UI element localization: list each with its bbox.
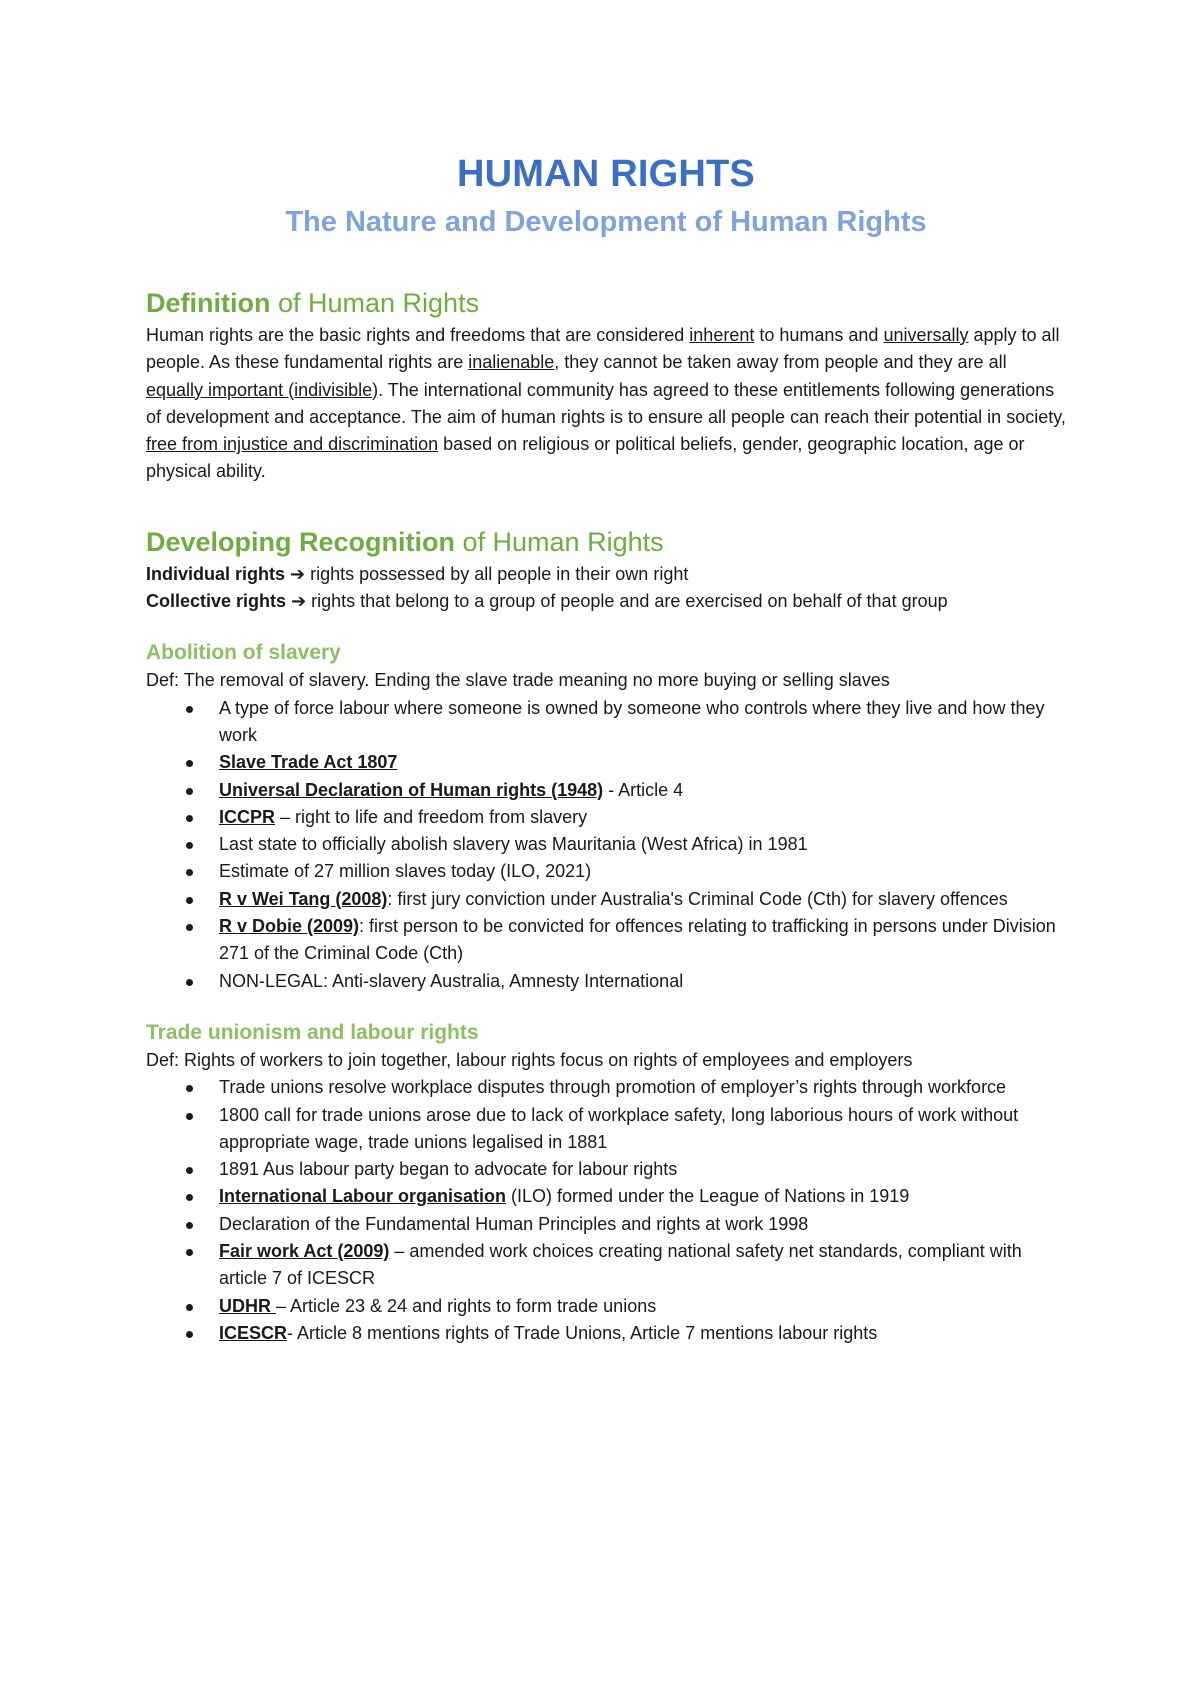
- bullet-icon: [186, 924, 193, 931]
- definition-text: . The international community has agreed to these entitlements following generations of development and acceptance. The aim of human rights is to ensure all people can reach their potential in society,: [146, 379, 1066, 427]
- term-free-from-injustice: free from injustice and discrimination: [146, 434, 439, 455]
- definition-text: based on religious or political beliefs, gender, geographic location, age or physical ability.: [146, 434, 1025, 482]
- bullet-icon: [186, 1085, 193, 1092]
- definition-text: Human rights are the basic rights and freedoms that are considered: [146, 325, 690, 345]
- bullet-icon: [186, 1249, 193, 1256]
- developing-heading-rest: of Human Rights: [455, 526, 664, 557]
- list-item-text: : first person to be convicted for offences relating to trafficking in persons under Division 271 of the Criminal Code (Cth): [219, 916, 1056, 964]
- arrow-icon: ➔: [291, 591, 307, 612]
- definition-heading-rest: of Human Rights: [270, 288, 480, 318]
- bullet-icon: [186, 1331, 193, 1338]
- list-item: [146, 1183, 1066, 1210]
- bullet-icon: [186, 1113, 193, 1120]
- list-item: [146, 1293, 1066, 1320]
- collective-rights-line: [146, 588, 1066, 615]
- list-item-link: International Labour organisation: [219, 1186, 507, 1207]
- list-item-link: Slave Trade Act 1807: [219, 752, 398, 773]
- collective-rights-text: rights that belong to a group of people and are exercised on behalf of that group: [306, 591, 948, 612]
- list-item-text: – amended work choices creating national safety net standards, compliant with article 7 of ICESCR: [219, 1241, 1022, 1289]
- arrow-icon: ➔: [290, 563, 306, 584]
- definition-heading-bold: Definition: [146, 288, 271, 318]
- slavery-list: [146, 695, 1066, 995]
- slavery-definition: Def: The removal of slavery. Ending the slave trade meaning no more buying or selling slaves: [146, 670, 890, 691]
- list-item-text: - Article 8 mentions rights of Trade Unions, Article 7 mentions labour rights: [287, 1322, 878, 1343]
- list-item-text: NON-LEGAL: Anti-slavery Australia, Amnesty International: [219, 970, 684, 991]
- developing-heading-bold: Developing Recognition: [146, 526, 456, 557]
- term-universally: universally: [883, 325, 969, 345]
- list-item: [146, 913, 1066, 968]
- list-item-link: R v Dobie (2009): [219, 916, 360, 937]
- list-item-link: R v Wei Tang (2008): [219, 888, 388, 909]
- list-item: [146, 1320, 1066, 1347]
- bullet-icon: [186, 760, 193, 767]
- term-inalienable: inalienable: [468, 352, 555, 373]
- bullet-icon: [186, 788, 193, 795]
- developing-heading: [146, 525, 1066, 559]
- list-item: [146, 1238, 1066, 1293]
- individual-rights-label: Individual rights: [146, 563, 286, 584]
- list-item: [146, 1102, 1066, 1157]
- document-content: [146, 152, 1066, 1347]
- bullet-icon: [186, 1222, 193, 1229]
- bullet-icon: [186, 897, 193, 904]
- list-item-text: Estimate of 27 million slaves today (ILO, 2021): [219, 861, 592, 882]
- bullet-icon: [186, 1167, 193, 1174]
- list-item-text: – right to life and freedom from slavery: [275, 806, 588, 827]
- list-item-text: – Article 23 & 24 and rights to form trade unions: [276, 1295, 657, 1316]
- list-item-text: (ILO) formed under the League of Nations in 1919: [506, 1186, 910, 1207]
- list-item: [146, 831, 1066, 858]
- list-item: [146, 777, 1066, 804]
- term-equally-important: equally important (indivisible): [146, 379, 379, 400]
- list-item-link: Universal Declaration of Human rights (1948): [219, 779, 604, 800]
- list-item: [146, 1211, 1066, 1238]
- list-item-text: : first jury conviction under Australia's Criminal Code (Cth) for slavery offences: [387, 888, 1008, 909]
- list-item: [146, 1156, 1066, 1183]
- list-item-text: 1891 Aus labour party began to advocate for labour rights: [219, 1159, 678, 1180]
- list-item: [146, 1074, 1066, 1101]
- list-item-text: 1800 call for trade unions arose due to lack of workplace safety, long laborious hours of work without appropriate wage, trade unions legalised in 1881: [219, 1104, 1019, 1152]
- individual-rights-line: [146, 561, 1066, 588]
- list-item: [146, 749, 1066, 776]
- term-inherent: inherent: [689, 325, 755, 345]
- list-item: [146, 968, 1066, 995]
- definition-paragraph: [146, 322, 1066, 486]
- definition-text: , they cannot be taken away from people and they are all: [554, 352, 1007, 373]
- document-subtitle: The Nature and Development of Human Rights: [285, 206, 927, 238]
- list-item-text: Declaration of the Fundamental Human Principles and rights at work 1998: [219, 1213, 809, 1234]
- trade-definition: Def: Rights of workers to join together, labour rights focus on rights of employees and employers: [146, 1049, 913, 1070]
- slavery-heading: Abolition of slavery: [146, 641, 341, 665]
- definition-text: apply to all people. As these fundamental rights are: [146, 325, 1060, 373]
- collective-rights-label: Collective rights: [146, 591, 287, 612]
- trade-heading: Trade unionism and labour rights: [146, 1020, 479, 1044]
- definition-heading: [146, 286, 1066, 320]
- list-item-link: Fair work Act (2009): [219, 1241, 390, 1262]
- list-item-text: Trade unions resolve workplace disputes through promotion of employer’s rights through workforce: [219, 1077, 1007, 1098]
- list-item: [146, 858, 1066, 885]
- bullet-icon: [186, 706, 193, 713]
- definition-text: to humans and: [754, 325, 884, 345]
- list-item: [146, 804, 1066, 831]
- list-item-text: A type of force labour where someone is owned by someone who controls where they live and how they work: [219, 697, 1045, 745]
- individual-rights-text: rights possessed by all people in their own right: [305, 563, 689, 584]
- document-title: HUMAN RIGHTS: [457, 153, 755, 195]
- list-item: [146, 695, 1066, 750]
- bullet-icon: [186, 979, 193, 986]
- bullet-icon: [186, 815, 193, 822]
- list-item-link: ICESCR: [219, 1322, 288, 1343]
- bullet-icon: [186, 842, 193, 849]
- bullet-icon: [186, 1194, 193, 1201]
- list-item-link: UDHR: [219, 1295, 276, 1316]
- list-item-link: ICCPR: [219, 806, 276, 827]
- list-item: [146, 886, 1066, 913]
- list-item-text: Last state to officially abolish slavery was Mauritania (West Africa) in 1981: [219, 834, 808, 855]
- list-item-text: - Article 4: [603, 779, 684, 800]
- trade-list: [146, 1074, 1066, 1347]
- bullet-icon: [186, 1304, 193, 1311]
- bullet-icon: [186, 869, 193, 876]
